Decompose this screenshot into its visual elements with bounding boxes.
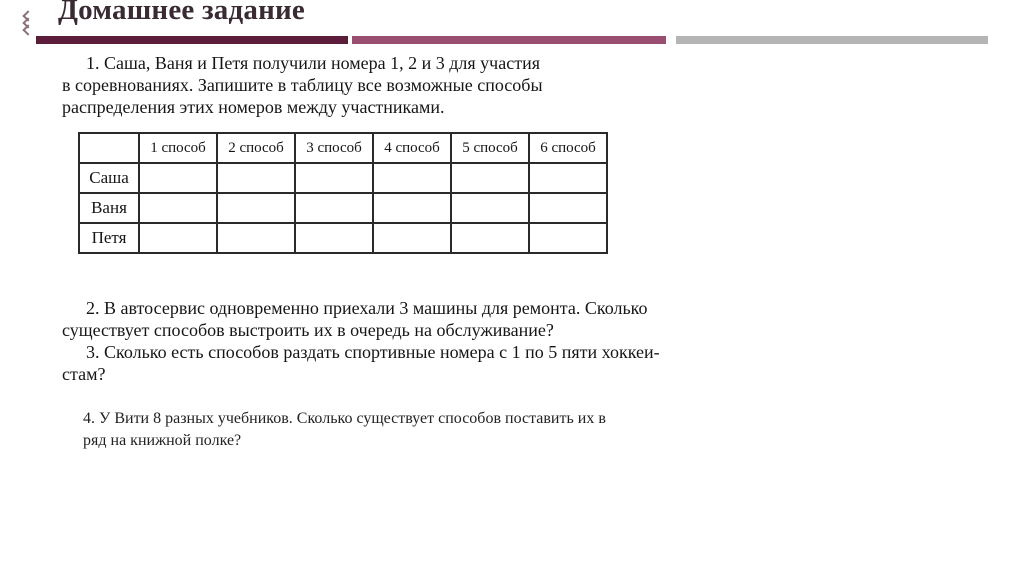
table-corner-cell bbox=[79, 133, 139, 163]
task-2-line-2: существует способов выстроить их в очередь на обслуживание? bbox=[62, 320, 554, 340]
page-title: Домашнее задание bbox=[58, 0, 305, 26]
column-header: 6 способ bbox=[529, 133, 607, 163]
table-cell bbox=[217, 163, 295, 193]
table-cell bbox=[217, 223, 295, 253]
table-cell bbox=[139, 193, 217, 223]
task-3-line-2: стам? bbox=[62, 364, 106, 384]
table-row bbox=[79, 163, 607, 193]
row-header: Петя bbox=[79, 223, 139, 253]
tasks-2-3 bbox=[62, 297, 782, 385]
table-cell bbox=[295, 193, 373, 223]
table-header-row bbox=[79, 133, 607, 163]
column-header: 5 способ bbox=[451, 133, 529, 163]
table-row bbox=[79, 193, 607, 223]
table-cell bbox=[139, 163, 217, 193]
table-cell bbox=[529, 163, 607, 193]
column-header: 4 способ bbox=[373, 133, 451, 163]
title-divider-dark bbox=[36, 36, 348, 44]
task-4-line-2: ряд на книжной полке? bbox=[83, 432, 242, 449]
task-1-line-1: 1. Саша, Ваня и Петя получили номера 1, 2 и 3 для участия bbox=[86, 53, 540, 73]
task-4 bbox=[83, 408, 783, 452]
table-cell bbox=[529, 193, 607, 223]
task-4-line-1: 4. У Вити 8 разных учебников. Сколько существует способов поставить их в bbox=[83, 410, 606, 427]
decorative-chevrons-icon bbox=[24, 12, 34, 34]
table-cell bbox=[529, 223, 607, 253]
table-cell bbox=[373, 223, 451, 253]
title-divider-mid bbox=[352, 36, 666, 44]
table-cell bbox=[295, 163, 373, 193]
table-cell bbox=[139, 223, 217, 253]
table-cell bbox=[217, 193, 295, 223]
column-header: 2 способ bbox=[217, 133, 295, 163]
task-1-line-2: в соревнованиях. Запишите в таблицу все возможные способы bbox=[62, 75, 543, 95]
table-cell bbox=[295, 223, 373, 253]
task-1 bbox=[62, 52, 662, 118]
column-header: 3 способ bbox=[295, 133, 373, 163]
table-cell bbox=[451, 223, 529, 253]
table-row bbox=[79, 223, 607, 253]
table-cell bbox=[451, 163, 529, 193]
task-1-line-3: распределения этих номеров между участниками. bbox=[62, 97, 445, 117]
table-cell bbox=[373, 193, 451, 223]
row-header: Саша bbox=[79, 163, 139, 193]
column-header: 1 способ bbox=[139, 133, 217, 163]
table-cell bbox=[451, 193, 529, 223]
table-cell bbox=[373, 163, 451, 193]
row-header: Ваня bbox=[79, 193, 139, 223]
assignment-table bbox=[78, 132, 608, 254]
task-3-line-1: 3. Сколько есть способов раздать спортивные номера с 1 по 5 пяти хоккеи- bbox=[86, 342, 660, 362]
task-2-line-1: 2. В автосервис одновременно приехали 3 машины для ремонта. Сколько bbox=[86, 298, 648, 318]
title-divider-grey bbox=[676, 36, 988, 44]
